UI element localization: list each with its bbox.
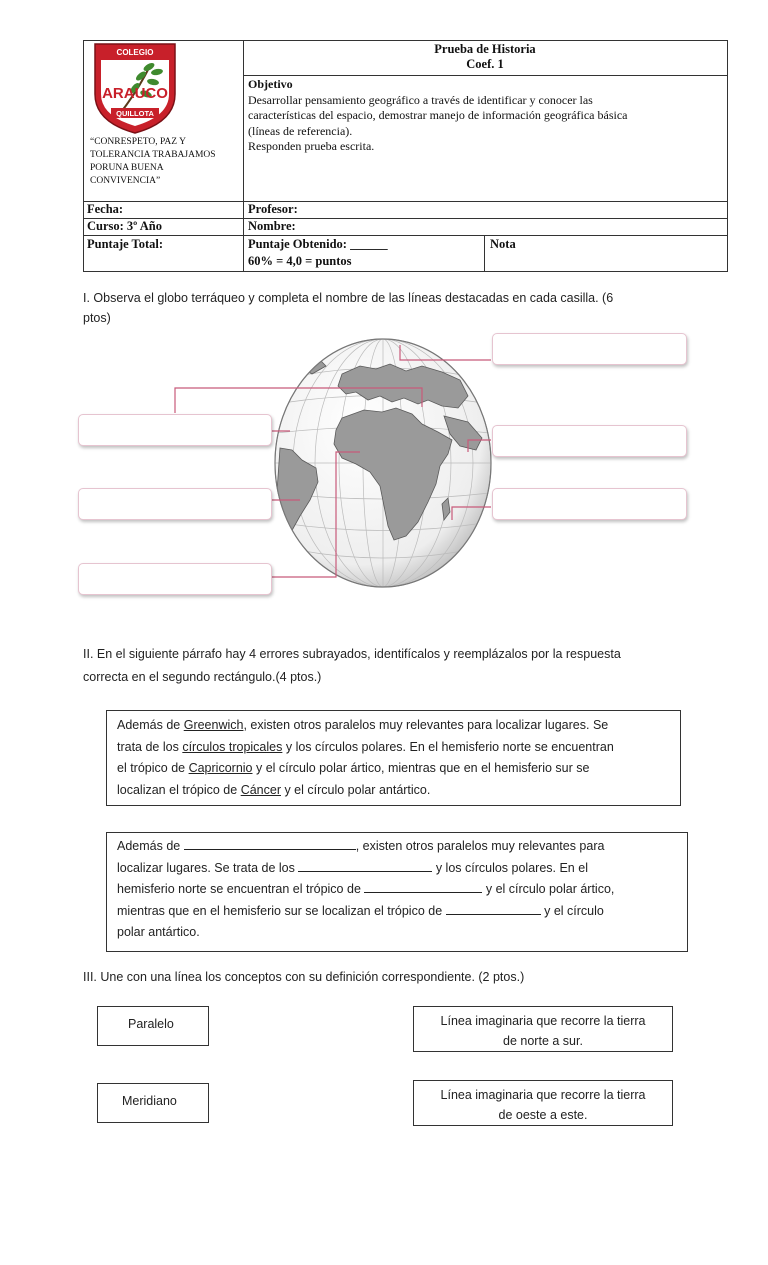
answer-blank-4[interactable] bbox=[446, 903, 541, 915]
error-word-1: Greenwich bbox=[183, 718, 244, 732]
puntaje-obtenido-label: Puntaje Obtenido: ______ bbox=[248, 237, 388, 251]
text: mientras que en el hemisferio sur se localizan el trópico de bbox=[117, 903, 446, 918]
paragraph-with-errors bbox=[106, 710, 681, 806]
error-word-2: círculos tropicales bbox=[182, 739, 283, 754]
paragraph-line bbox=[117, 780, 670, 802]
paragraph-line bbox=[117, 858, 677, 880]
globe-label-box-2[interactable] bbox=[78, 414, 272, 446]
globe-label-box-6[interactable] bbox=[78, 563, 272, 595]
text: y el círculo bbox=[540, 903, 604, 918]
section2-instructions bbox=[83, 643, 743, 689]
text: localizar lugares. Se trata de los bbox=[117, 860, 299, 875]
objective-label: Objetivo bbox=[248, 77, 293, 91]
definition-text: de norte a sur. bbox=[503, 1034, 583, 1048]
section3-instructions: III. Une con una línea los conceptos con su definición correspondiente. (2 ptos.) bbox=[83, 970, 525, 984]
text: hemisferio norte se encuentran el trópico de bbox=[117, 882, 365, 896]
escala-label: 60% = 4,0 = puntos bbox=[248, 254, 352, 268]
nombre-label: Nombre: bbox=[248, 219, 296, 233]
logo-top-text: COLEGIO bbox=[116, 48, 154, 57]
definition-2[interactable] bbox=[413, 1080, 673, 1126]
globe-label-box-4[interactable] bbox=[78, 488, 272, 520]
definition-text: de oeste a este. bbox=[498, 1108, 588, 1122]
section2-line: II. En el siguiente párrafo hay 4 errores subrayados, identifícalos y reemplázalos por la respuesta bbox=[83, 647, 621, 661]
error-word-4: Cáncer bbox=[240, 782, 281, 797]
answer-blank-3[interactable] bbox=[364, 881, 482, 893]
globe-label-box-5[interactable] bbox=[492, 488, 687, 520]
section2-line: correcta en el segundo rectángulo.(4 ptos.) bbox=[83, 670, 322, 684]
paragraph-line bbox=[117, 737, 670, 759]
globe-label-box-3[interactable] bbox=[492, 425, 687, 457]
motto-line: “CONRESPETO, PAZ Y bbox=[90, 137, 186, 147]
nota-label: Nota bbox=[490, 237, 516, 251]
motto-line: PORUNA BUENA bbox=[90, 163, 164, 173]
text: , existen otros paralelos muy relevantes para bbox=[355, 839, 605, 853]
error-word-3: Capricornio bbox=[188, 761, 253, 775]
text: y los círculos polares. En el hemisferio norte se encuentran bbox=[282, 739, 614, 754]
answer-blank-1[interactable] bbox=[184, 838, 356, 850]
text: trata de los bbox=[117, 739, 183, 754]
section1-line: I. Observa el globo terráqueo y completa el nombre de las líneas destacadas en cada casilla. (6 bbox=[83, 291, 614, 305]
globe-label-box-1[interactable] bbox=[492, 333, 687, 365]
text: el trópico de bbox=[117, 761, 189, 775]
objective-line: (líneas de referencia). bbox=[248, 123, 353, 138]
logo-bottom-text: QUILLOTA bbox=[116, 109, 154, 118]
paragraph-line bbox=[117, 901, 677, 923]
section1-line: ptos) bbox=[83, 311, 111, 325]
text: y el círculo polar ártico, mientras que en el hemisferio sur se bbox=[252, 761, 590, 775]
paragraph-line bbox=[117, 758, 670, 780]
profesor-label: Profesor: bbox=[248, 202, 298, 216]
paragraph-with-blanks bbox=[106, 832, 688, 952]
paragraph-line: polar antártico. bbox=[117, 925, 200, 939]
motto-line: CONVIVENCIA” bbox=[90, 176, 161, 186]
test-coef: Coef. 1 bbox=[466, 57, 504, 71]
fecha-label: Fecha: bbox=[87, 202, 124, 216]
text: Además de bbox=[117, 839, 184, 853]
answer-blank-2[interactable] bbox=[298, 860, 432, 872]
objective-line: Responden prueba escrita. bbox=[248, 139, 375, 153]
objective-line: Desarrollar pensamiento geográfico a través de identificar y conocer las bbox=[248, 92, 593, 107]
definition-1[interactable] bbox=[413, 1006, 673, 1052]
text: y el círculo polar antártico. bbox=[280, 782, 431, 797]
text: Además de bbox=[117, 718, 184, 732]
definition-text: Línea imaginaria que recorre la tierra bbox=[440, 1014, 646, 1028]
text: y los círculos polares. En el bbox=[432, 860, 588, 875]
motto-line: TOLERANCIA TRABAJAMOS bbox=[90, 150, 216, 160]
paragraph-line bbox=[117, 836, 677, 858]
text: localizan el trópico de bbox=[117, 782, 241, 797]
concept-paralelo[interactable]: Paralelo bbox=[97, 1006, 209, 1046]
logo-name: ARAUCO bbox=[102, 85, 168, 102]
concept-meridiano[interactable]: Meridiano bbox=[97, 1083, 209, 1123]
paragraph-line bbox=[117, 879, 677, 901]
definition-text: Línea imaginaria que recorre la tierra bbox=[440, 1088, 646, 1102]
test-title-text: Prueba de Historia bbox=[434, 42, 536, 56]
paragraph-line bbox=[117, 715, 670, 737]
puntaje-total-label: Puntaje Total: bbox=[87, 237, 164, 251]
text: y el círculo polar ártico, bbox=[482, 882, 615, 896]
objective-line: características del espacio, demostrar manejo de información geográfica básica bbox=[248, 108, 628, 122]
text: , existen otros paralelos muy relevantes para localizar lugares. Se bbox=[243, 718, 609, 732]
curso-label: Curso: 3º Año bbox=[87, 219, 162, 233]
